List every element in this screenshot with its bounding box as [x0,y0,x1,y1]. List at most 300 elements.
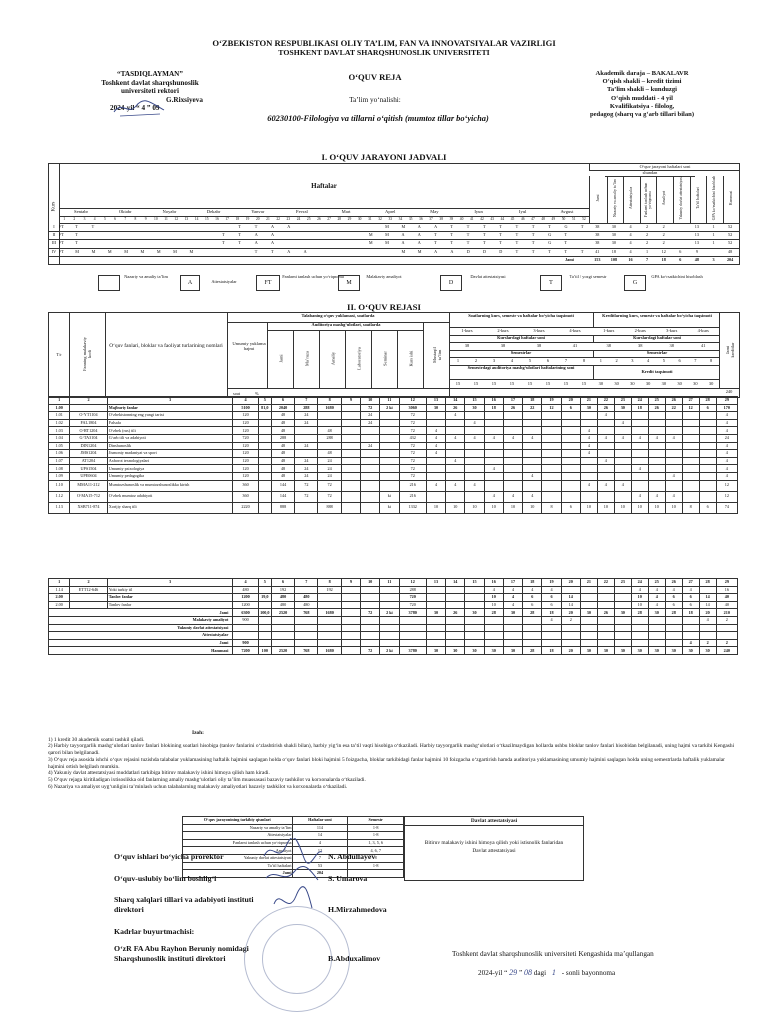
schedule-total-value: 3 [712,256,715,262]
total-cell [446,632,465,640]
total-cell: 28 [631,609,648,617]
total-cell: 768 [295,609,318,617]
cell [682,480,699,491]
right-col-label: Hammasi [728,190,733,206]
cell: 4 [580,480,597,491]
week-number: 9 [144,217,147,221]
total-cell [484,624,503,632]
cell: 3060 [399,404,426,412]
legend-attestation-label: Attestatsiyalar [211,279,237,284]
cell: 4 [484,434,503,442]
total-cell [614,639,631,647]
cell [580,457,597,465]
schedule-cell: A [271,224,275,229]
cell: 24 [295,442,318,450]
total-cell: 30 [484,647,503,655]
col-total: Umumiy yuklama hajmi [232,341,266,351]
cell: 22 [597,397,614,405]
cell [484,427,503,435]
cell: 1.03 [49,427,70,435]
cell: 4 [665,434,682,442]
cell: 72 [399,465,426,473]
schedule-cell: T [499,240,502,246]
cell [503,450,522,458]
cell [484,472,503,480]
cell [503,480,522,491]
total-cell: 2 ki [380,647,399,655]
cell [542,450,561,458]
summary-cell: 8 [348,854,404,862]
cell: 4 [426,442,445,450]
cell: 6 [271,397,294,405]
total-cell [665,639,682,647]
sem-number-credit: 2 [615,358,618,363]
cell: 1.14 [49,586,70,594]
cell [597,594,614,602]
cell [341,491,360,502]
cell [614,442,631,450]
schedule-cell: D [499,248,503,254]
council-date-month: 08 [523,968,532,977]
kurs-weeks: 41 [572,343,578,348]
cell: 26 [597,404,614,412]
schedule-cell: T [434,240,437,246]
summary-header-cell: O‘quv jarayonining tarkibiy qismlari [183,817,293,825]
week-number: 1 [63,217,65,221]
week-number: 4 [93,217,96,221]
week-number: 36 [419,217,423,221]
cell [665,465,682,473]
note-5: 5) O‘quv rejaga kiritiladigan ixtisoslikka oid fanlarning amaliy mashg‘ulotlari oliy ta’lim muassasasi bazaviy tashkilot va korxonalarda o‘tkaziladi. [48,776,366,783]
cell: 120 [233,419,258,427]
cell [258,586,271,594]
cell: 19 [542,397,561,405]
cell [523,412,542,420]
cell: 4 [682,586,699,594]
cell [614,412,631,420]
schedule-cell: T [450,224,453,229]
cell: 28 [699,579,716,587]
note-2: 2) Harbiy tayyorgarlik mashg‘ulotlari tanlov fanlari blokining soatlari hisobiga (tanlov fanlarini o‘zlashtirish shakli bilan), harbiy yig‘in esa ta’til vaqti hisobiga o‘tkaziladi. Harbiy tayyorgarlik mashg‘ulotlari o‘tkazilmaydigan hollarda ushbu bloklar tanlov fanlari hisobidan belgilanadi, uning hajmi va tarkibi Kengashi qarori bilan belgilanadi. [48,743,735,757]
sem-number-credit: 8 [710,358,713,363]
week-number: 6 [114,217,116,221]
total-cell: 28 [523,609,542,617]
total-row [49,609,738,617]
cell [361,427,380,435]
total-cell: 30 [426,609,445,617]
schedule-cell: T [483,240,486,246]
aud-col [319,330,346,388]
cell: 4 [614,434,631,442]
cell [699,586,716,594]
note-6: 6) Nazariya va amaliyot uyg‘unligini ta’minlash uchun talabalarning malakaviy amaliyotlari bazaviy tashkilot va korxonalarda o‘tkaziladi. [48,783,348,790]
cell: 16 [484,579,503,587]
cell: 24 [295,472,318,480]
section2-title: II. O‘QUV REJASI [347,302,421,312]
right-col-label: Fanlarni tanlash uchun yo‘riqnoma [643,182,652,218]
cell [426,601,445,609]
cell [446,465,465,473]
plan-row [49,442,738,450]
schedule-total-value: 7 [646,256,649,262]
total-row [49,647,738,655]
cell [542,412,561,420]
cell: 6 [542,601,561,609]
schedule-value: 4 [629,240,632,246]
schedule-total-value: 18 [661,256,666,262]
week-number: 19 [245,217,250,221]
cell [682,427,699,435]
week-number: 35 [408,217,413,221]
aud-columns [267,330,423,388]
cell [614,491,631,502]
schedule-cell: M [385,232,389,238]
cell: 2 [70,397,107,405]
total-cell [561,639,580,647]
schedule-cell: T [75,240,78,246]
sig2-name: S. Umarova [328,874,368,883]
cell: 480 [233,586,258,594]
total-cell [426,632,445,640]
cell: 144 [271,491,294,502]
sem-number-credit: 4 [647,358,650,363]
cell: 4 [614,480,631,491]
schedule-value: 2 [662,224,665,229]
cell: Tanlov fanlar [107,594,233,602]
cell [580,472,597,480]
cell: 288 [318,434,341,442]
note-4: 4) Yakuniy davlat attestatsiyasi muddatlari tarkibiga bitiruv malakaviy ishini himoya qilish ham kiradi. [48,770,270,777]
cell [561,491,580,502]
total-cell: 2520 [271,647,294,655]
cell [631,450,648,458]
plan-row [49,404,738,412]
cell: 10 [614,502,631,513]
sem-number: 4 [510,358,514,363]
cell: G‘TA3104 [70,434,107,442]
kurs-header-credit: 4-kurs [697,328,709,333]
schedule-kurs: IV [51,248,57,254]
schedule-cell: T [499,232,502,238]
cell: 9 [341,397,360,405]
schedule-value: 13 [694,224,699,229]
cell [614,586,631,594]
cell: 74 [716,502,737,513]
cell [318,594,341,602]
cell [699,442,716,450]
cell: 11 [380,579,399,587]
cell: 26 [665,579,682,587]
cell [648,427,665,435]
total-cell [465,639,484,647]
week-number: 28 [337,217,342,221]
cell: 24 [295,412,318,420]
total-cell [631,616,648,624]
cell: 2 [70,579,107,587]
cell [318,412,341,420]
week-number: 41 [469,217,474,221]
cell: 5100 [233,404,258,412]
cell [341,450,360,458]
total-cell [614,624,631,632]
sem-label-hours: Semestrlar [449,350,593,358]
col-no: T/r [49,313,70,397]
col-self: Mustaqil ta’lim [432,347,442,363]
week-number: 48 [541,217,545,221]
total-cell: 4 [699,616,716,624]
plan-row [49,491,738,502]
cell: 1.12 [49,491,70,502]
sem-number-credit: 6 [678,358,681,363]
schedule-cell: A [287,224,291,229]
schedule-cell: FT [59,224,64,229]
total-cell [503,639,522,647]
month-label: Avgust [560,209,574,214]
total-cell [446,639,465,647]
total-row [49,632,738,640]
schedule-cell: M [417,248,422,254]
col-name: O‘quv fanlari, bloklar va faoliyat turlarining nomlari [109,343,223,349]
cell [561,442,580,450]
cell: 10 [665,502,682,513]
approve-line1: Toshkent davlat sharqshunoslik [101,78,199,87]
cell [523,427,542,435]
schedule-cell: M [156,248,161,254]
week-number: 47 [531,217,535,221]
cell [614,601,631,609]
week-number: 8 [134,217,137,221]
total-cell: 26 [597,609,614,617]
cell: 81,0 [258,404,271,412]
cell: 21 [580,397,597,405]
cell: 48 [271,412,294,420]
schedule-cell: A [450,248,454,254]
cell [597,442,614,450]
schedule-cell: M [189,248,194,254]
cell: 120 [233,457,258,465]
cell: 10 [361,397,380,405]
cell: 4 [446,480,465,491]
cell [426,472,445,480]
cell: 48 [271,457,294,465]
total-cell: 100 [258,647,271,655]
kurs-weeks: 38 [536,343,542,348]
cell [484,450,503,458]
week-number: 45 [510,217,515,221]
cell: 4 [465,480,484,491]
right-col-header [673,176,691,223]
schedule-value: 41 [595,248,600,254]
schedule-cell: T [515,248,519,254]
week-number: 49 [551,217,556,221]
cell: 1200 [233,601,258,609]
total-cell: 30 [580,647,597,655]
cell: O‘RT1204 [70,427,107,435]
total-cell [380,624,399,632]
summary-cell: 1, 3, 5, 6 [348,839,404,847]
cell: 30 [614,404,631,412]
month-label: Noyabr [162,209,177,214]
cell [380,465,399,473]
cell [341,480,360,491]
cell [597,419,614,427]
cell: 14 [699,594,716,602]
kurs-header-credit: 2-kurs [634,328,646,333]
total-cell [580,632,597,640]
right-col-header [723,176,741,223]
cell [597,601,614,609]
cell: 4 [484,491,503,502]
schedule-cell: T [548,224,551,229]
cell: 4 [503,586,522,594]
plan-header [48,312,740,398]
legend-box-attestation: A [180,275,200,291]
schedule-value: 52 [728,240,733,246]
cell [503,419,522,427]
cell [542,434,561,442]
cell: 8 [318,397,341,405]
cell [318,419,341,427]
cell: 432 [399,434,426,442]
total-cell [631,639,648,647]
total-label: Hammasi [49,647,233,655]
cell [665,427,682,435]
cell [446,442,465,450]
cell: 4 [465,419,484,427]
notes [48,730,738,790]
cell: 48 [271,442,294,450]
aud-col [293,330,320,388]
total-cell [614,616,631,624]
summary-cell: 204 [292,870,348,878]
cell [341,465,360,473]
cell: 8 [682,502,699,513]
right-sub: shundan [605,170,695,177]
cell [341,434,360,442]
cell: 10 [465,502,484,513]
cell: 12 [716,491,737,502]
total-cell [446,616,465,624]
schedule-value: 4 [629,248,632,254]
total-cell [380,632,399,640]
total-cell: 2 [561,616,580,624]
total-cell [271,632,294,640]
week-number: 27 [327,217,331,221]
cell: 1.13 [49,502,70,513]
cell: 888 [271,502,294,513]
cell [380,594,399,602]
schedule-value: 1 [712,232,715,238]
cell [341,457,360,465]
cell: 4 [523,472,542,480]
cell: 28 [699,397,716,405]
cell [426,594,445,602]
schedule-cell: M [107,248,112,254]
cell: 4 [631,434,648,442]
cell [341,427,360,435]
schedule-cell: T [564,232,568,238]
cell [341,502,360,513]
week-number: 22 [276,217,280,221]
cell [648,480,665,491]
cell: 1.08 [49,465,70,473]
total-cell [561,632,580,640]
sem-weeks-row [449,379,719,389]
cell: 24 [318,472,341,480]
plan-row [49,450,738,458]
right-col-label: GPA ko‘rsatkichini hisoblash [712,176,717,221]
schedule-cell: T [238,224,241,229]
aud-col-label: Kurs ishi [408,350,414,367]
rector-signature-icon [110,96,170,120]
cell: 72 [399,442,426,450]
cell: G‘arb tili va adabiyoti [107,434,233,442]
cell: 2220 [233,502,258,513]
cell [561,472,580,480]
schedule-value: 4 [629,232,632,238]
cell [614,472,631,480]
cell [580,412,597,420]
kurs-weeks-credit: 38 [638,343,643,348]
total-cell [341,639,360,647]
total-cell [580,616,597,624]
cell: 216 [399,491,426,502]
schedule-cell: A [434,248,438,254]
cell: 14 [561,594,580,602]
kurs-weeks: 38 [464,343,470,348]
total-cell [631,624,648,632]
right-col-header [623,176,641,223]
cell: 1.04 [49,434,70,442]
cell: 15 [465,579,484,587]
cell: 1 [49,397,70,405]
hours-header: Soatlarning kurs, semestr va haftalar bo‘yicha taqsimoti [449,313,593,328]
schedule-cell: M [124,248,128,254]
kurs-header: 3-kurs [533,328,545,333]
cell [523,480,542,491]
cell [380,442,399,450]
cell: 48 [318,450,341,458]
schedule-cell: D [483,248,487,254]
cell [341,442,360,450]
cell [380,480,399,491]
sig2-role: O‘quv-uslubiy bo‘lim boshlig‘i [114,874,217,883]
cell [699,450,716,458]
cell: DIN1204 [70,442,107,450]
cell: 20 [561,579,580,587]
sem-credits: 30 [630,381,635,386]
schedule-cell: T [91,224,95,229]
kurs-weeks-credit: 38 [669,343,674,348]
cell [542,427,561,435]
sem-number: 1 [456,358,460,363]
cell: 26 [648,404,665,412]
cell: 2040 [271,404,294,412]
total-cell [295,639,318,647]
cell: 24 [361,442,380,450]
cell [380,412,399,420]
summary-cell: Jami [183,870,293,878]
cell [699,427,716,435]
cell [341,601,360,609]
week-number: 15 [204,217,209,221]
cell: 12 [716,480,737,491]
total-label: Jami [49,609,233,617]
schedule-cell: T [434,232,437,238]
cell: 360 [233,491,258,502]
cell [426,491,445,502]
total-cell [523,639,542,647]
